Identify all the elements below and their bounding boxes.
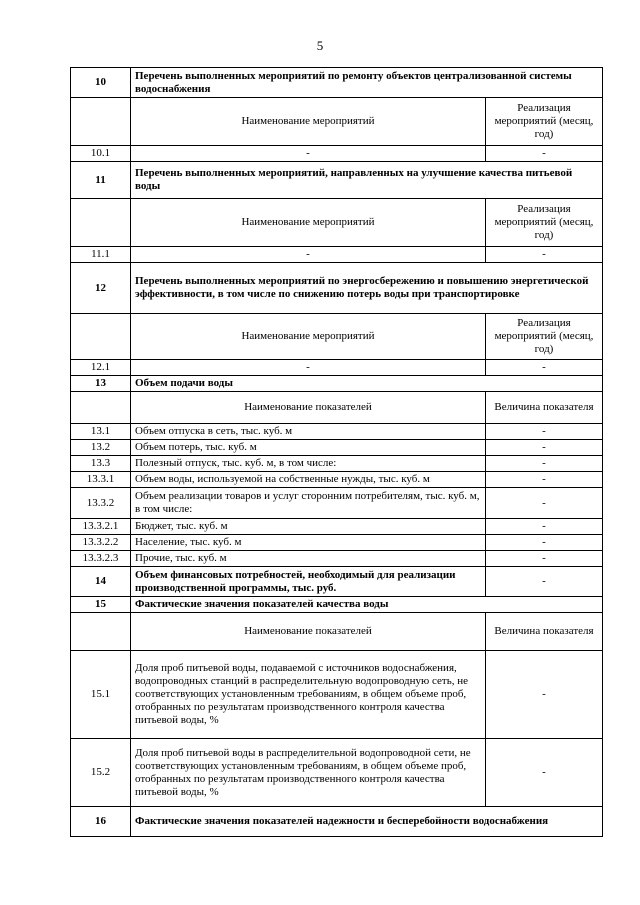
row-value: - xyxy=(486,488,603,519)
column-header-value: Реализация мероприятий (месяц, год) xyxy=(486,98,603,146)
column-header-name: Наименование мероприятий xyxy=(131,199,486,247)
column-header-row xyxy=(71,613,603,651)
row-name: - xyxy=(131,247,486,263)
row-name: Объем воды, используемой на собственные нужды, тыс. куб. м xyxy=(131,472,486,488)
row-value: - xyxy=(486,247,603,263)
row-name: Доля проб питьевой воды, подаваемой с источников водоснабжения, водопроводных станций в распределительную водопроводную сеть, не соответствующих установленным требованиям, в общем объеме проб, отобранных по результатам производственного контроля качества питьевой воды, % xyxy=(131,651,486,739)
section-number: 16 xyxy=(71,807,131,837)
section-16-header xyxy=(71,807,603,837)
section-number: 13 xyxy=(71,376,131,392)
table-row xyxy=(71,424,603,440)
row-number: 13.3.2 xyxy=(71,488,131,519)
table-row xyxy=(71,247,603,263)
row-value: - xyxy=(486,440,603,456)
section-14-header xyxy=(71,567,603,597)
section-title: Объем подачи воды xyxy=(131,376,603,392)
empty-cell xyxy=(71,199,131,247)
column-header-value: Реализация мероприятий (месяц, год) xyxy=(486,199,603,247)
section-number: 10 xyxy=(71,68,131,98)
column-header-row xyxy=(71,314,603,360)
section-title: Перечень выполненных мероприятий, направленных на улучшение качества питьевой воды xyxy=(131,162,603,199)
row-value: - xyxy=(486,551,603,567)
row-number: 13.3.2.3 xyxy=(71,551,131,567)
empty-cell xyxy=(71,392,131,424)
row-value: - xyxy=(486,424,603,440)
column-header-row xyxy=(71,392,603,424)
document-table xyxy=(70,67,603,837)
table-row xyxy=(71,472,603,488)
row-value: - xyxy=(486,535,603,551)
table-row xyxy=(71,456,603,472)
column-header-name: Наименование показателей xyxy=(131,392,486,424)
row-number: 15.2 xyxy=(71,739,131,807)
row-value: - xyxy=(486,360,603,376)
row-value: - xyxy=(486,651,603,739)
row-number: 13.3 xyxy=(71,456,131,472)
row-number: 12.1 xyxy=(71,360,131,376)
row-value: - xyxy=(486,146,603,162)
table-row xyxy=(71,535,603,551)
row-number: 15.1 xyxy=(71,651,131,739)
column-header-row xyxy=(71,98,603,146)
table-row xyxy=(71,739,603,807)
row-number: 13.3.2.2 xyxy=(71,535,131,551)
page-number: 5 xyxy=(316,38,324,53)
row-number: 11.1 xyxy=(71,247,131,263)
empty-cell xyxy=(71,314,131,360)
section-title: Фактические значения показателей качества воды xyxy=(131,597,603,613)
row-number: 10.1 xyxy=(71,146,131,162)
table-row xyxy=(71,488,603,519)
row-name: Прочие, тыс. куб. м xyxy=(131,551,486,567)
section-number: 15 xyxy=(71,597,131,613)
row-name: Население, тыс. куб. м xyxy=(131,535,486,551)
row-name: Доля проб питьевой воды в распределительной водопроводной сети, не соответствующих установленным требованиям, в общем объеме проб, отобранных по результатам производственного контроля качества питьевой воды, % xyxy=(131,739,486,807)
section-title: Перечень выполненных мероприятий по энергосбережению и повышению энергетической эффективности, в том числе по снижению потерь воды при транспортировке xyxy=(131,263,603,314)
row-name: Полезный отпуск, тыс. куб. м, в том числе: xyxy=(131,456,486,472)
row-name: Объем реализации товаров и услуг сторонним потребителям, тыс. куб. м, в том числе: xyxy=(131,488,486,519)
section-value: - xyxy=(486,567,603,597)
column-header-row xyxy=(71,199,603,247)
row-value: - xyxy=(486,519,603,535)
section-10-header xyxy=(71,68,603,98)
row-name: Бюджет, тыс. куб. м xyxy=(131,519,486,535)
table-row xyxy=(71,519,603,535)
empty-cell xyxy=(71,613,131,651)
row-value: - xyxy=(486,739,603,807)
row-number: 13.1 xyxy=(71,424,131,440)
section-number: 12 xyxy=(71,263,131,314)
section-number: 14 xyxy=(71,567,131,597)
table-row xyxy=(71,440,603,456)
column-header-value: Величина показателя xyxy=(486,392,603,424)
row-name: Объем потерь, тыс. куб. м xyxy=(131,440,486,456)
section-title: Объем финансовых потребностей, необходимый для реализации производственной программы, тыс. руб. xyxy=(131,567,486,597)
column-header-name: Наименование мероприятий xyxy=(131,314,486,360)
section-title: Перечень выполненных мероприятий по ремонту объектов централизованной системы водоснабжения xyxy=(131,68,603,98)
section-15-header xyxy=(71,597,603,613)
table-row xyxy=(71,360,603,376)
column-header-value: Величина показателя xyxy=(486,613,603,651)
row-number: 13.2 xyxy=(71,440,131,456)
empty-cell xyxy=(71,98,131,146)
row-name: - xyxy=(131,360,486,376)
section-number: 11 xyxy=(71,162,131,199)
table-row xyxy=(71,146,603,162)
column-header-value: Реализация мероприятий (месяц, год) xyxy=(486,314,603,360)
column-header-name: Наименование показателей xyxy=(131,613,486,651)
row-name: Объем отпуска в сеть, тыс. куб. м xyxy=(131,424,486,440)
section-13-header xyxy=(71,376,603,392)
section-12-header xyxy=(71,263,603,314)
row-number: 13.3.2.1 xyxy=(71,519,131,535)
table-row xyxy=(71,551,603,567)
row-number: 13.3.1 xyxy=(71,472,131,488)
section-title: Фактические значения показателей надежности и бесперебойности водоснабжения xyxy=(131,807,603,837)
column-header-name: Наименование мероприятий xyxy=(131,98,486,146)
section-11-header xyxy=(71,162,603,199)
table-row xyxy=(71,651,603,739)
row-name: - xyxy=(131,146,486,162)
row-value: - xyxy=(486,472,603,488)
row-value: - xyxy=(486,456,603,472)
